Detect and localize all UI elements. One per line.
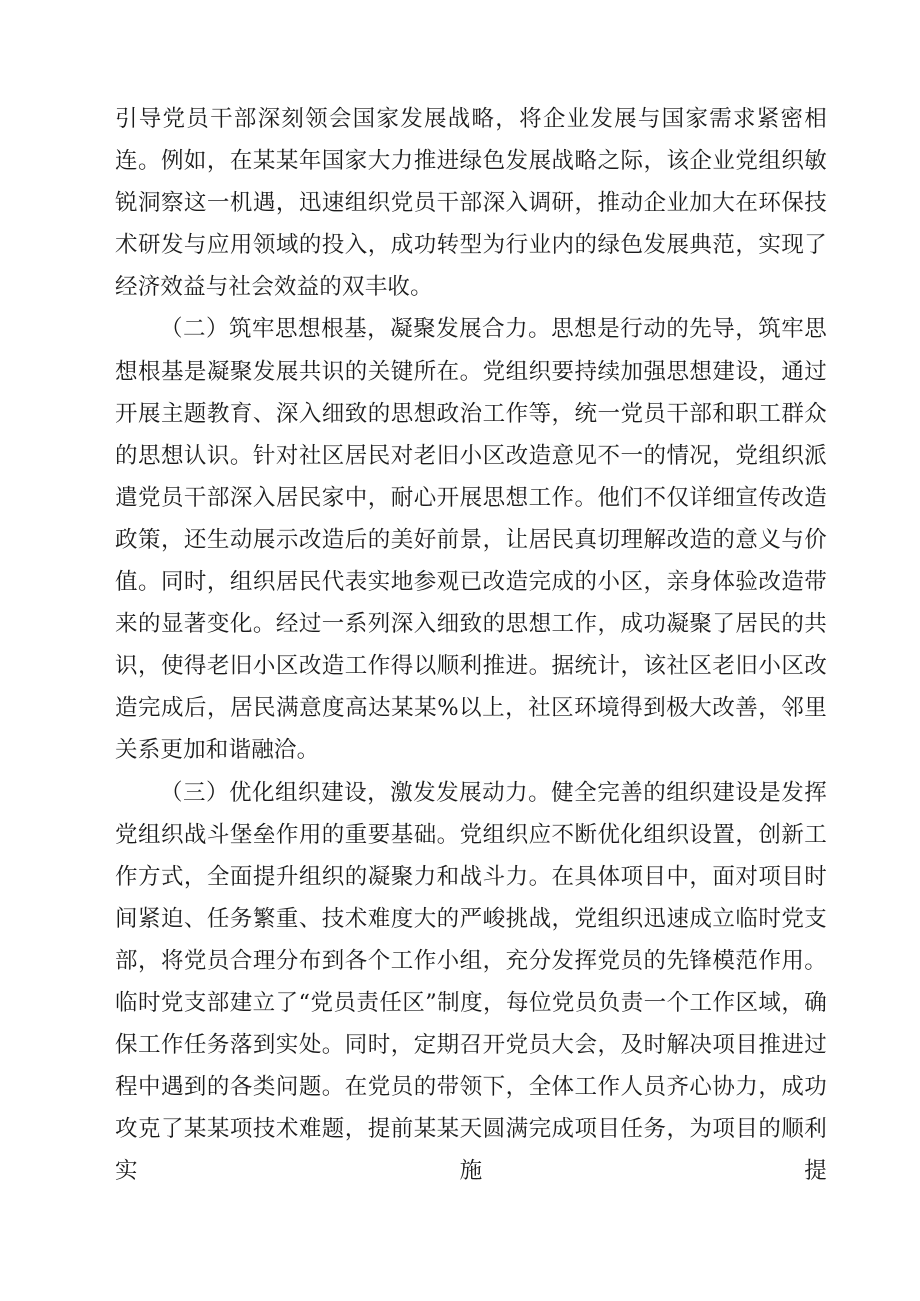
paragraph-3: （三）优化组织建设，激发发展动力。健全完善的组织建设是发挥党组织战斗堡垒作用的重要基础。党组织应不断优化组织设置，创新工作方式，全面提升组织的凝聚力和战斗力。在具体项目中，面对项目时间紧迫、任务繁重、技术难度大的严峻挑战，党组织迅速成立临时党支部，将党员合理分布到各个工作小组，充分发挥党员的先锋模范作用。临时党支部建立了“党员责任区”制度，每位党员负责一个工作区域，确保工作任务落到实处。同时，定期召开党员大会，及时解决项目推进过程中遇到的各类问题。在党员的带领下，全体工作人员齐心协力，成功攻克了某某项技术难题，提前某某天圆满完成项目任务，为项目的顺利实施提: [115, 779, 827, 1185]
paragraph-1: 引导党员干部深刻领会国家发展战略，将企业发展与国家需求紧密相连。例如，在某某年国家大力推进绿色发展战略之际，该企业党组织敏锐洞察这一机遇，迅速组织党员干部深入调研，推动企业加大在环保技术研发与应用领域的投入，成功转型为行业内的绿色发展典范，实现了经济效益与社会效益的双丰收。: [115, 106, 827, 301]
paragraph-2: （二）筑牢思想根基，凝聚发展合力。思想是行动的先导，筑牢思想根基是凝聚发展共识的关键所在。党组织要持续加强思想建设，通过开展主题教育、深入细致的思想政治工作等，统一党员干部和职工群众的思想认识。针对社区居民对老旧小区改造意见不一的情况，党组织派遣党员干部深入居民家中，耐心开展思想工作。他们不仅详细宣传改造政策，还生动展示改造后的美好前景，让居民真切理解改造的意义与价值。同时，组织居民代表实地参观已改造完成的小区，亲身体验改造带来的显著变化。经过一系列深入细致的思想工作，成功凝聚了居民的共识，使得老旧小区改造工作得以顺利推进。据统计，该社区老旧小区改造完成后，居民满意度高达某某%以上，社区环境得到极大改善，邻里关系更加和谐融洽。: [115, 316, 827, 764]
body-text: [115, 98, 827, 1192]
